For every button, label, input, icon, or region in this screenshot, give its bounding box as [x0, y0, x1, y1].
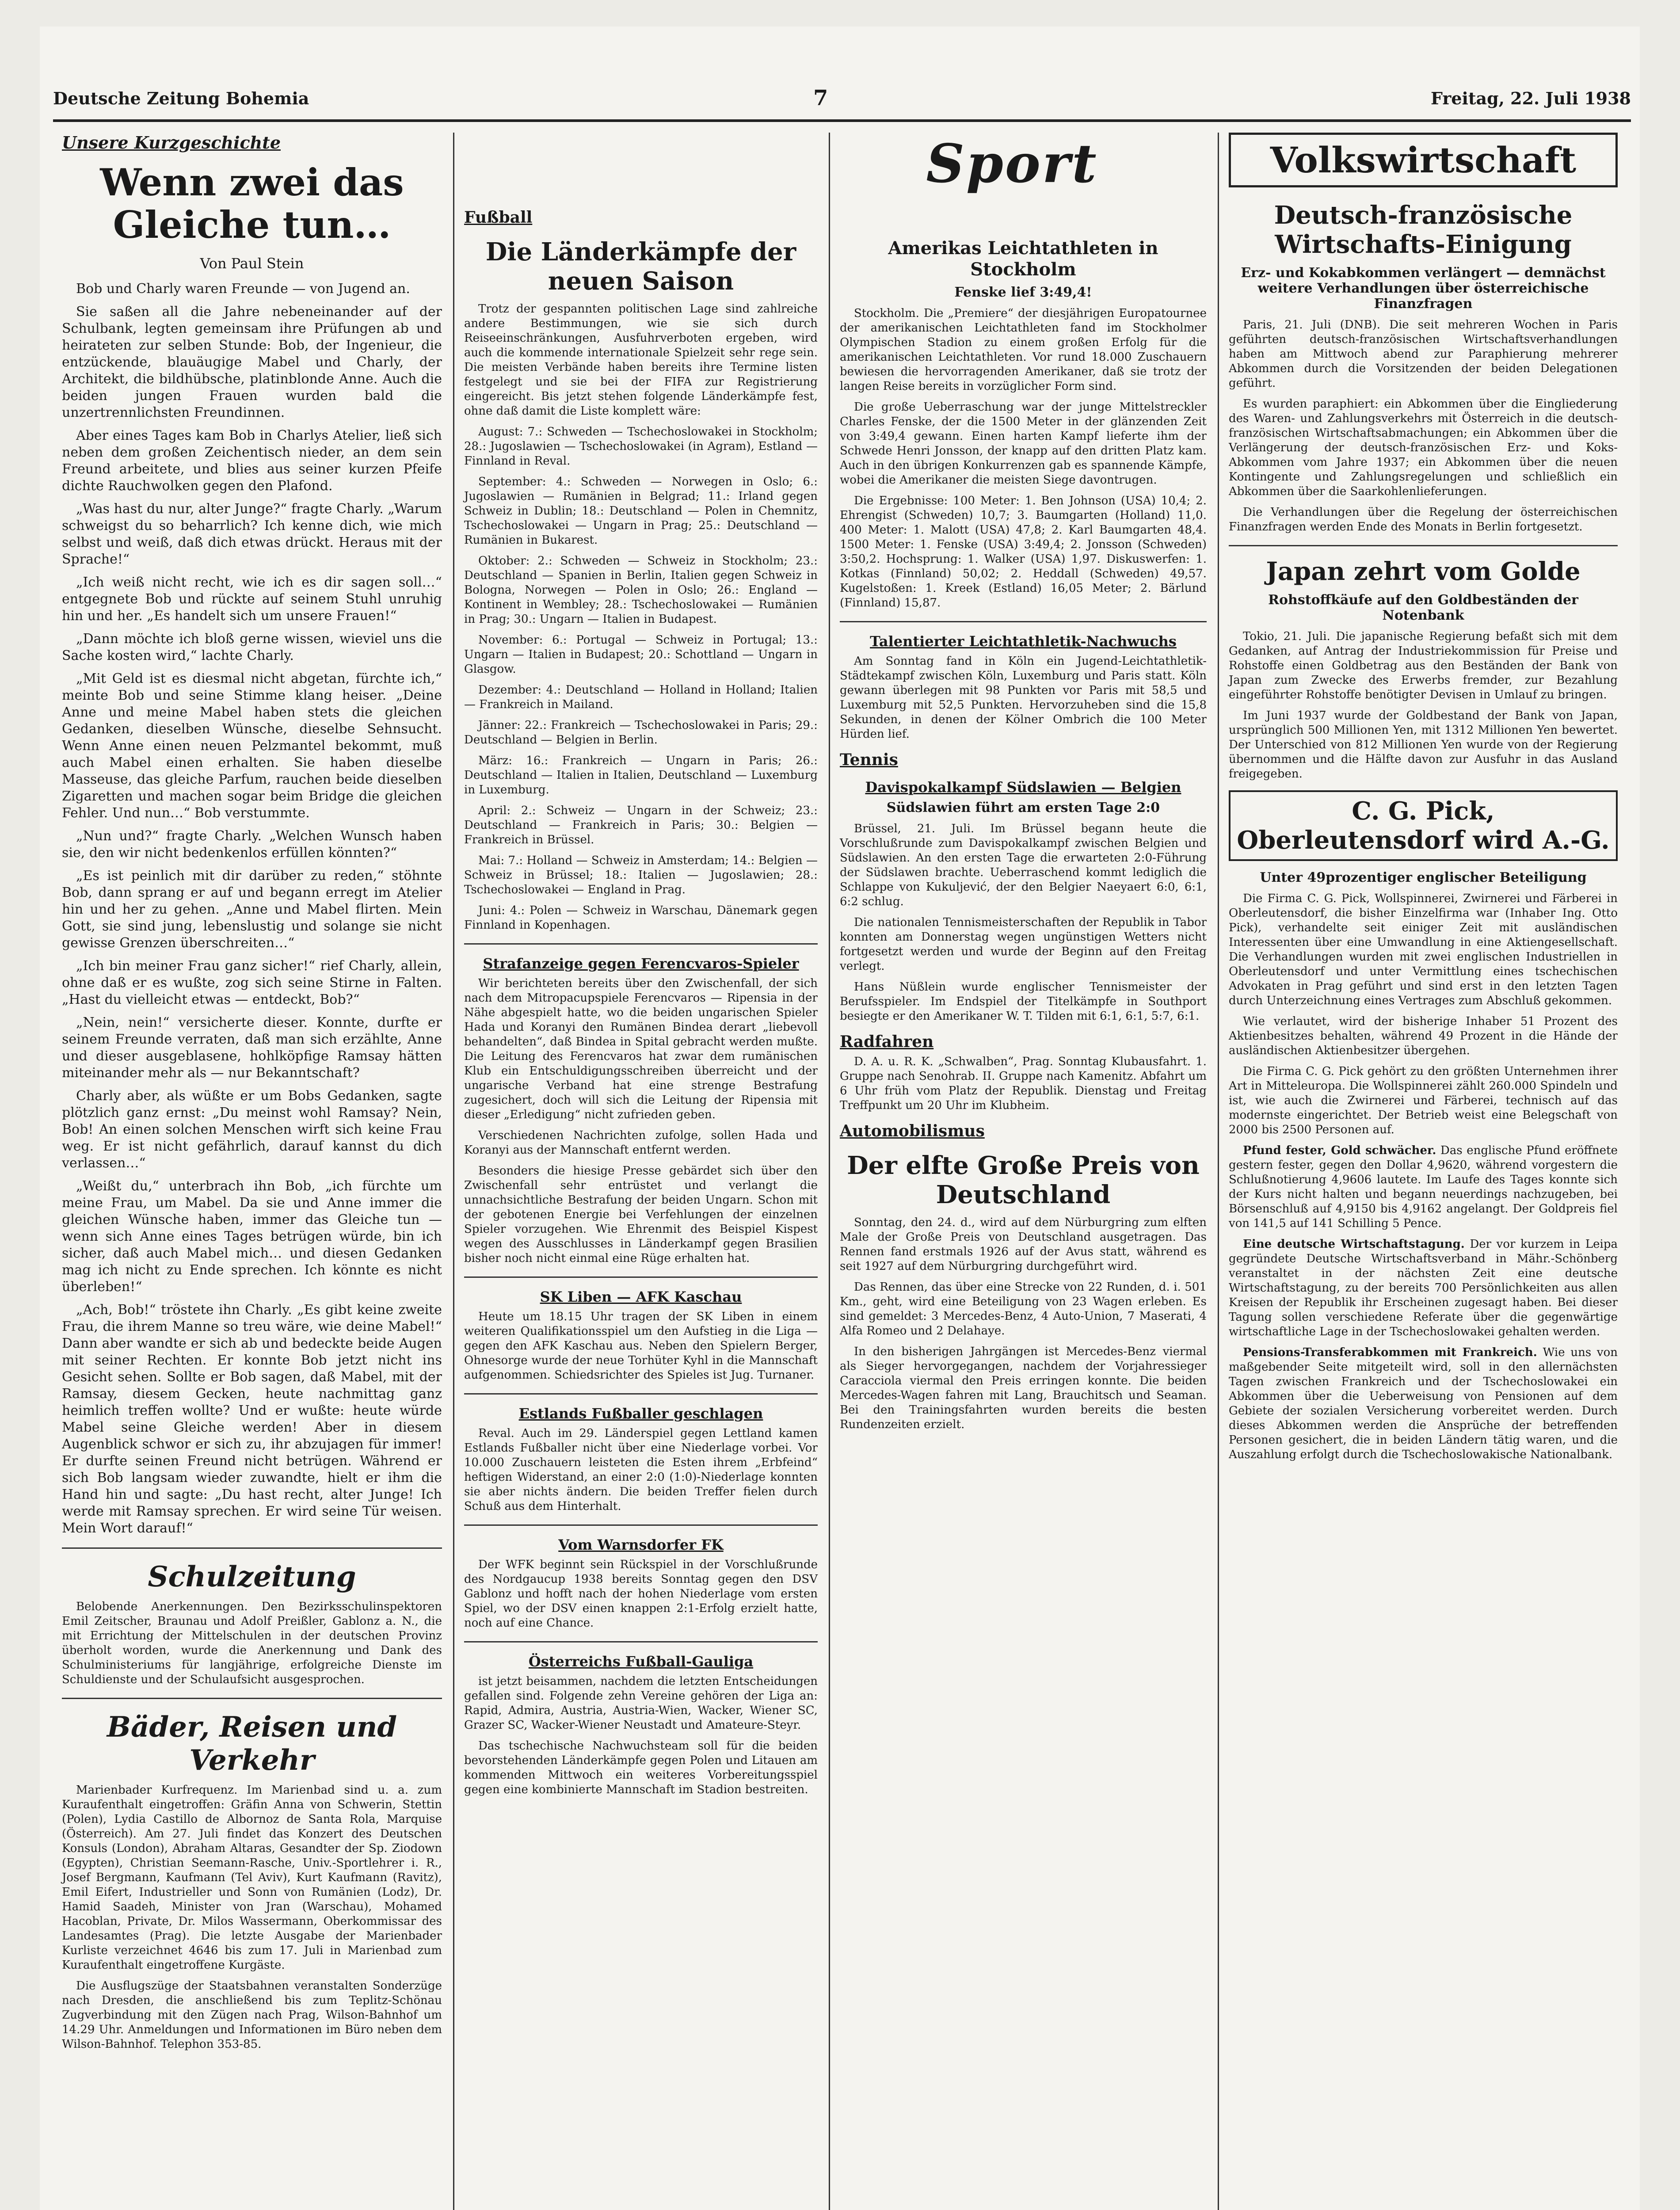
football-paragraph: November: 6.: Portugal — Schweiz in Portugal; 13.: Ungarn — Italien in Budapest; 20.: Schottland — Ungarn in Glasgow. — [464, 633, 818, 676]
column-economy — [1229, 128, 1618, 2210]
athletics-headline: Amerikas Leichtathleten in Stockholm — [888, 238, 1158, 280]
conference-title: Eine deutsche Wirtschaftstagung. — [1243, 1238, 1465, 1251]
football-paragraph: Jänner: 22.: Frankreich — Tschechoslowakei in Paris; 29.: Deutschland — Belgien in Berlin. — [464, 719, 818, 747]
conference-text: Der vor kurzem in Leipa gegründete Deutsche Wirtschaftsverband in Mähr.-Schönberg veranstaltet in der nächsten Zeit eine deutsche Wirtschaftstagung, zu der bereits 700 Persönlichkeiten aus allen Kreisen der Republik ihr Erscheinen zugesagt haben. Bei dieser Tagung sollen verschiedene Referate über die gegenwärtige wirtschaftliche Lage in der Tschechoslowakei gehalten werden. — [1229, 1238, 1618, 1338]
economy-paragraph: Es wurden paraphiert: ein Abkommen über die Eingliederung des Waren- und Zahlungsverkehrs mit Österreich in die deutsch-französischen Wirtschaftsabmachungen; ein Abkommen über die Verlängerung der deutsch-französischen Erz- und Koks-Abkommen vom Jahre 1937; ein Abkommen über die neuen Kontingente und Zahlungsregelungen und schließlich ein Abkommen über die Saarkohlenlieferungen. — [1229, 397, 1618, 498]
football-paragraph: Oktober: 2.: Schweden — Schweiz in Stockholm; 23.: Deutschland — Spanien in Berlin, Italien gegen Schweiz in Bologna, Norwegen — Polen in Oslo; 26.: England — Kontinent in Wembley; 28.: Tschechoslowakei — Rumänien in Prag; 30.: Ungarn — Italien in Budapest. — [464, 554, 818, 626]
economy-paragraph: Paris, 21. Juli (DNB). Die seit mehreren Wochen in Paris geführten deutsch-französischen Wirtschaftsverhandlungen haben am Mittwoch abend zur Paraphierung mehrerer Abkommen durch die Vorsitzenden der beiden Delegationen geführt. — [1229, 318, 1618, 390]
tennis-headline: Davispokalkampf Südslawien — Belgien — [865, 779, 1181, 796]
baths-headline: Bäder, Reisen und Verkehr — [107, 1711, 397, 1777]
football-paragraph: Juni: 4.: Polen — Schweiz in Warschau, Dänemark gegen Finnland in Kopenhagen. — [464, 904, 818, 932]
sk-liben-paragraph: Heute um 18.15 Uhr tragen der SK Liben in einem weiteren Qualifikationsspiel um den Aufstieg in die Liga — gegen den AFK Kaschau aus. Neben den Spielern Berger, Ohnesorge wurde der neue Torhüter Kyhl in die Mannschaft aufgenommen. Schiedsrichter des Spieles ist Jug. Turnaner. — [464, 1310, 818, 1382]
football-paragraph: Mai: 7.: Holland — Schweiz in Amsterdam; 14.: Belgien — Schweiz in Brüssel; 18.: Italien — Jugoslawien; 28.: Tschechoslowakei — England in Prag. — [464, 854, 818, 896]
estonia-headline: Estlands Fußballer geschlagen — [518, 1405, 763, 1422]
story-paragraph: Sie saßen all die Jahre nebeneinander auf der Schulbank, legten gemeinsam ihre Prüfungen ab und heirateten zur selben Stunde: Bob, der Ingenieur, die entzückende, blauäugige Mabel und Charly, der Architekt, die bildhübsche, platinblonde Anne. Auch die beiden jungen Frauen wurden bald die unzertrennlichsten Freundinnen. — [62, 304, 442, 420]
ferencvaros-paragraph: Wir berichteten bereits über den Zwischenfall, der sich nach dem Mitropacupspiele Ferencvaros — Ripensia in der Nähe abgespielt hatte, wo die beiden ungarischen Spieler Hada und Koranyi den Rumänen Bindea derart „liebevoll behandelten“, daß Bindea in Spital gebracht werden mußte. Die Leitung des Ferencvaros hat zwar dem rumänischen Klub ein Entschuldigungsschreiben überreicht und der ungarische Verband hat eine strenge Bestrafung zugesichert, doch will sich die Leitung der Ripensia mit dieser „Erledigung“ nicht zufrieden geben. — [464, 977, 818, 1121]
section-divider — [464, 1524, 818, 1526]
football-paragraph: März: 16.: Frankreich — Ungarn in Paris; 26.: Deutschland — Italien in Italien, Deutschland — Luxemburg in Luxemburg. — [464, 754, 818, 796]
pound-title: Pfund fester, Gold schwächer. — [1243, 1144, 1436, 1157]
conference-paragraph — [1229, 1237, 1618, 1339]
section-divider — [464, 1393, 818, 1395]
section-divider — [1229, 545, 1618, 546]
football-label: Fußball — [464, 208, 533, 227]
japan-paragraph: Im Juni 1937 wurde der Goldbestand der Bank von Japan, ursprünglich 500 Millionen Yen, mit 1312 Millionen Yen bewertet. Der Unterschied von 812 Millionen Yen wurde von der Regierung übernommen und die Hälfte davon zur Ausfuhr in das Ausland freigegeben. — [1229, 709, 1618, 781]
economy-subhead: Erz- und Kokabkommen verlängert — demnächst weitere Verhandlungen über österreichische Finanzfragen — [1241, 265, 1606, 312]
football-paragraph: Trotz der gespannten politischen Lage sind zahlreiche andere Bestimmungen, wie sie sich durch Reiseeinschränkungen, Ausfuhrverboten ergeben, wird auch die kommende internationale Spielzeit sehr rege sein. Die meisten Verbände haben bereits ihre Termine listen festgelegt und sie bei der FIFA zur Registrierung eingereicht. Bis jetzt stehen folgende Länderkämpfe fest, ohne daß damit die Liste komplett wäre: — [464, 302, 818, 418]
pick-paragraph: Wie verlautet, wird der bisherige Inhaber 51 Prozent des Aktienbesitzes behalten, während 49 Prozent in die Hände der ausländischen Aktienbesitzer übergehen. — [1229, 1015, 1618, 1057]
pick-headline-box — [1229, 790, 1618, 861]
ferencvaros-paragraph: Besonders die hiesige Presse gebärdet sich über den Zwischenfall sehr entrüstet und verlangt die unnachsichtliche Bestrafung der beiden Ungarn. Schon mit der gebotenen Energie bei Verfehlungen der einzelnen Spieler vorzugehen. Wie Ehrenmit des Beispiel Kispest wegen des Ausschlusses in Länderkampf gegen Brasilien bisher noch nicht einmal eine Rüge erhalten hat. — [464, 1164, 818, 1265]
story-paragraph: „Ich bin meiner Frau ganz sicher!“ rief Charly, allein, ohne daß er es wußte, zog sich seine Stirne in Falten. „Hast du vielleicht etwas — entdeckt, Bob?“ — [62, 958, 442, 1007]
story-paragraph: „Weißt du,“ unterbrach ihn Bob, „ich fürchte um meine Frau, um Mabel. Da sie und Anne immer die gleichen Wünsche haben, immer das Gleiche tun — wenn sich Anne eines Tages betrügen würde, bin ich sicher, daß auch Mabel mich… und diesen Gedanken mag ich nicht zu Ende sprechen. Ich könnte es nicht überleben!“ — [62, 1178, 442, 1295]
column-sport-athletics — [840, 230, 1207, 2210]
cycling-paragraph: D. A. u. R. K. „Schwalben“, Prag. Sonntag Klubausfahrt. 1. Gruppe nach Senohrab. II. Gruppe nach Kamenitz. Abfahrt um 6 Uhr früh vom Platz der Republik. Dienstag und Freitag Treffpunkt um 20 Uhr im Klubheim. — [840, 1055, 1207, 1112]
pick-subhead: Unter 49prozentiger englischer Beteiligung — [1260, 870, 1587, 885]
japan-subhead: Rohstoffkäufe auf den Goldbeständen der Notenbank — [1268, 592, 1578, 623]
pound-paragraph — [1229, 1143, 1618, 1231]
pound-text: Das englische Pfund eröffnete gestern fester, gegen den Dollar 4,9620, während vorgestern die Schlußnotierung 4,9606 lautete. Im Laufe des Tages konnte sich der Kurs nicht halten und begann neuerdings nachzugeben, bei Börsenschluß auf 4,9150 bis 4,9162 angelangt. Der Goldpreis fiel von 141,5 auf 141 Schilling 5 Pence. — [1229, 1144, 1618, 1230]
story-paragraph: „Nein, nein!“ versicherte dieser. Konnte, durfte er seinem Freunde verraten, daß man sich erzählte, Anne und dieser ausgeblasene, hohlköpfige Ramsay hätten miteinander mehr als — nur Bekanntschaft? — [62, 1015, 442, 1081]
japan-paragraph: Tokio, 21. Juli. Die japanische Regierung befaßt sich mit dem Gedanken, auf Antrag der Industriekommission für Preise und Rohstoffe einen Goldbetrag aus den Beständen der Bank von Japan zum Zwecke des Erwerbs fremder, zur Bezahlung eingeführter Rohstoffe benötigter Devisen in Umlauf zu bringen. — [1229, 630, 1618, 701]
sport-section-title: Sport — [926, 133, 1098, 195]
story-paragraph: „Ich weiß nicht recht, wie ich es dir sagen soll…“ entgegnete Bob und rückte auf seinem Stuhl unruhig hin und her. „Es handelt sich um unsere Frauen!“ — [62, 575, 442, 624]
pension-title: Pensions-Transferabkommen mit Frankreich. — [1243, 1346, 1537, 1359]
football-paragraph: August: 7.: Schweden — Tschechoslowakei in Stockholm; 28.: Jugoslawien — Tschechoslowakei (in Agram), Estland — Finnland in Reval. — [464, 425, 818, 468]
athletics-paragraph: Die Ergebnisse: 100 Meter: 1. Ben Johnson (USA) 10,4; 2. Ehrengist (Schweden) 10,7; 3. Baumgarten (Holland) 11,0. 400 Meter: 1. Malott (USA) 47,8; 2. Karl Baumgarten 48,4. 1500 Meter: 1. Fenske (USA) 3:49,4; 2. Jonsson (Schweden) 3:50,2. Hochsprung: 1. Walker (USA) 1,97. Diskuswerfen: 1. Kotkas (Finnland) 50,02; 2. Heddall (Schweden) 49,57. Kugelstoßen: 1. Kreek (Estland) 16,05 Meter; 2. Bärlund (Finnland) 15,87. — [840, 494, 1207, 610]
junior-paragraph: Am Sonntag fand in Köln ein Jugend-Leichtathletik-Städtekampf zwischen Köln, Luxemburg und Paris statt. Köln gewann überlegen mit 98 Punkten vor Paris mit 58,5 und Luxemburg mit 52,5 Punkten. Hervorzuheben sind die 15,8 Sekunden, in denen der Kölner Ombrich die 100 Meter Hürden lief. — [840, 655, 1207, 741]
tennis-subhead: Südslawien führt am ersten Tage 2:0 — [886, 800, 1160, 815]
page-number: 7 — [813, 86, 828, 110]
section-divider — [464, 943, 818, 945]
football-paragraph: April: 2.: Schweiz — Ungarn in der Schweiz; 23.: Deutschland — Frankreich in Paris; 30.: Belgien — Frankreich in Brüssel. — [464, 804, 818, 846]
story-kicker: Unsere Kurzgeschichte — [62, 133, 281, 152]
athletics-paragraph: Stockholm. Die „Premiere“ der diesjährigen Europatournee der amerikanischen Leichtathleten fand im Stockholmer Olympischen Stadion zu einem großen Erfolg für die amerikanischen Leichtathleten. Vor rund 18.000 Zuschauern bewiesen die hervorragenden Amerikaner, daß sie trotz der langen Reise bereits in vorzüglicher Form sind. — [840, 307, 1207, 393]
sk-liben-headline: SK Liben — AFK Kaschau — [540, 1288, 742, 1305]
school-paragraph: Belobende Anerkennungen. Den Bezirksschulinspektoren Emil Zeitscher, Braunau und Adolf Preißler, Gablonz a. N., die mit Errichtung der Mittelschulen in der deutschen Provinz überholt worden, wurde die Anerkennung und Dank des Schulministeriums für langjährige, erfolgreiche Dienste im Schuldienste und der Schulaufsicht ausgesprochen. — [62, 1600, 442, 1686]
column-rule — [1218, 133, 1219, 2210]
story-byline: Von Paul Stein — [200, 255, 304, 272]
junior-headline: Talentierter Leichtathletik-Nachwuchs — [870, 633, 1177, 650]
pension-text: Wie uns von maßgebender Seite mitgeteilt wird, soll in den allernächsten Tagen zwischen Frankreich und der Tschechoslowakei ein Abkommen über die Ueberweisung von Pensionen auf dem Gebiete der sozialen Versicherung vorbereitet werden. Durch dieses Abkommen werden die Ansprüche der betreffenden Personen gesichert, die in beiden Ländern tätig waren, und die Auszahlung erfolgt durch die Tschechoslowakische Nationalbank. — [1229, 1346, 1618, 1461]
czech-note-paragraph: Das tschechische Nachwuchsteam soll für die beiden bevorstehenden Länderkämpfe gegen Polen und Litauen am kommenden Mittwoch ein weiteres Vorbereitungsspiel gegen eine kombinierte Mannschaft im Stadion bestreiten. — [464, 1739, 818, 1796]
story-paragraph: „Nun und?“ fragte Charly. „Welchen Wunsch haben sie, den wir nicht bedenkenlos erfüllen könnten?“ — [62, 828, 442, 861]
football-paragraph: September: 4.: Schweden — Norwegen in Oslo; 6.: Jugoslawien — Rumänien in Belgrad; 11.: Irland gegen Schweiz in Dublin; 18.: Deutschland — Polen in Chemnitz, Tschechoslowakei — Ungarn in Prag; 25.: Deutschland — Rumänien in Bukarest. — [464, 475, 818, 547]
pick-paragraph: Die Firma C. G. Pick gehört zu den größten Unternehmen ihrer Art in Mitteleuropa. Die Wollspinnerei zählt 260.000 Spindeln und ist, wie auch die Zwirnerei und Färberei, technisch auf das modernste eingerichtet. Der Betrieb weist eine Belegschaft von 2000 bis 2500 Personen auf. — [1229, 1065, 1618, 1136]
austria-headline: Österreichs Fußball-Gauliga — [528, 1653, 754, 1670]
economy-headline: Deutsch-französische Wirtschafts-Einigung — [1274, 201, 1573, 259]
japan-headline: Japan zehrt vom Golde — [1266, 557, 1581, 586]
football-headline: Die Länderkämpfe der neuen Saison — [485, 237, 796, 296]
story-paragraph: „Mit Geld ist es diesmal nicht abgetan, fürchte ich,“ meinte Bob und seine Stimme klang heiser. „Deine Anne und meine Mabel haben stets die gleichen Gedanken, dieselben Wünsche, dieselbe Sehnsucht. Wenn Anne einen neuen Pelzmantel bekommt, muß auch Mabel einen erhalten. Sie haben dieselbe Masseuse, das gleiche Parfum, rauchen beide dieselben Zigaretten und machen sogar beim Bridge die gleichen Fehler. Und nun…“ Bob verstummte. — [62, 671, 442, 821]
auto-paragraph: In den bisherigen Jahrgängen ist Mercedes-Benz viermal als Sieger hervorgegangen, nachdem der Vorjahressieger Caracciola viermal den Preis erringen konnte. Die beiden Mercedes-Wagen fahren mit Lang, Brauchitsch und Seaman. Bei den Trainingsfahrten wurden bereits die besten Rundenzeiten erzielt. — [840, 1345, 1207, 1431]
auto-paragraph: Sonntag, den 24. d., wird auf dem Nürburgring zum elften Male der Große Preis von Deutschland ausgetragen. Das Rennen fand erstmals 1926 auf der Avus statt, während es seit 1927 auf dem Nürburgring durchgeführt wird. — [840, 1216, 1207, 1273]
warnsdorf-paragraph: Der WFK beginnt sein Rückspiel in der Vorschlußrunde des Nordgaucup 1938 bereits Sonntag gegen den DSV Gablonz und hofft nach der hohen Niederlage vom ersten Spiel, wo der DSV einen knappen 2:1-Erfolg erzielt hatte, noch auf eine Chance. — [464, 1558, 818, 1630]
pension-paragraph — [1229, 1345, 1618, 1462]
economy-paragraph: Die Verhandlungen über die Regelung der österreichischen Finanzfragen werden Ende des Monats in Berlin fortgesetzt. — [1229, 506, 1618, 533]
story-paragraph: „Ach, Bob!“ tröstete ihn Charly. „Es gibt keine zweite Frau, die ihrem Manne so treu wäre, wie deine Mabel!“ Dann aber wandte er sich ab und bedeckte beide Augen mit seiner Rechten. Er konnte Bob jetzt nicht ins Gesicht sehen. Sollte er Bob sagen, daß Mabel, mit der Ramsay, diesem Gecken, heute nachmittag ganz heimlich treffen wollte? Und er wußte: heute würde Mabel seine Gleiche werden! Aber in diesem Augenblick schwor er sich zu, ihr abzujagen für immer! Er durfte seinen Freund nicht betrügen. Während er sich Bob langsam wieder zuwandte, hielt er ihm die Hand hin und sagte: „Du hast recht, alter Junge! Ich werde mit Ramsay sprechen. Er wird seine Tür weisen. Mein Wort darauf!“ — [62, 1302, 442, 1536]
cycling-label: Radfahren — [840, 1033, 934, 1051]
story-paragraph: Aber eines Tages kam Bob in Charlys Atelier, ließ sich neben dem großen Zeichentisch nieder, an dem sein Freund arbeitete, und blies aus seiner kurzen Pfeife dichte Rauchwolken gegen den Plafond. — [62, 428, 442, 494]
athletics-subhead: Fenske lief 3:49,4! — [954, 285, 1092, 300]
auto-paragraph: Das Rennen, das über eine Strecke von 22 Runden, d. i. 501 Km., geht, wird eine Beteiligung von 23 Wagen erleben. Es sind gemeldet: 3 Mercedes-Benz, 4 Auto-Union, 7 Maserati, 4 Alfa Romeo und 2 Delahaye. — [840, 1280, 1207, 1337]
football-paragraph: Dezember: 4.: Deutschland — Holland in Holland; Italien — Frankreich in Mailand. — [464, 683, 818, 711]
section-divider — [464, 1641, 818, 1642]
economy-section-title: Volkswirtschaft — [1229, 133, 1618, 187]
story-paragraph: „Dann möchte ich bloß gerne wissen, wieviel uns die Sache kosten wird,“ lachte Charly. — [62, 631, 442, 663]
tennis-paragraph: Hans Nüßlein wurde englischer Tennismeister der Berufsspieler. Im Endspiel der Titelkämpfe in Southport besiegte er den Amerikaner W. T. Tilden mit 6:1, 6:1, 5:7, 6:1. — [840, 980, 1207, 1023]
pick-paragraph: Die Firma C. G. Pick, Wollspinnerei, Zwirnerei und Färberei in Oberleutensdorf, die bisher Einzelfirma war (Inhaber Ing. Otto Pick), verhandelte seit einiger Zeit mit ausländischen Interessenten über eine Umwandlung in eine Aktiengesellschaft. Die Verhandlungen wurden mit zwei englischen Industriellen in Oberleutensdorf und unter Vermittlung eines tschechischen Advokaten in Prag geführt und sind erst in den letzten Tagen durch Unterzeichnung eines Vertrages zum Abschluß gekommen. — [1229, 892, 1618, 1007]
baths-paragraph: Die Ausflugszüge der Staatsbahnen veranstalten Sonderzüge nach Dresden, die anschließend bis zum Teplitz-Schönau Zugverbindung mit den Zügen nach Prag, Wilson-Bahnhof um 14.29 Uhr. Anmeldungen und Informationen im Büro neben dem Wilson-Bahnhof. Telephon 353-85. — [62, 1979, 442, 2051]
warnsdorf-headline: Vom Warnsdorfer FK — [558, 1536, 724, 1553]
tennis-paragraph: Die nationalen Tennismeisterschaften der Republik in Tabor konnten am Donnerstag wegen ungünstigen Wetters nicht fortgesetzt werden und wurde der Beginn auf den Freitag verlegt. — [840, 916, 1207, 973]
section-divider — [62, 1698, 442, 1699]
column-short-story — [62, 128, 442, 2210]
pick-headline: C. G. Pick, Oberleutensdorf wird A.-G. — [1237, 796, 1610, 855]
story-paragraph: „Was hast du nur, alter Junge?“ fragte Charly. „Warum schweigst du so beharrlich? Ich kenne dich, wie mich selbst und weiß, daß dich etwas drückt. Heraus mit der Sprache!“ — [62, 501, 442, 567]
section-divider — [62, 1547, 442, 1549]
school-headline: Schulzeitung — [148, 1560, 356, 1593]
masthead-small: Deutsche Zeitung Bohemia — [53, 88, 309, 108]
issue-date: Freitag, 22. Juli 1938 — [1431, 88, 1631, 108]
austria-paragraph: ist jetzt beisammen, nachdem die letzten Entscheidungen gefallen sind. Folgende zehn Vereine gehören der Liga an: Rapid, Admira, Austria, Austria-Wien, Wacker, Wiener SC, Grazer SC, Wacker-Wiener Neustadt und Amateure-Steyr. — [464, 1675, 818, 1732]
column-rule — [453, 133, 454, 2210]
story-paragraph: „Es ist peinlich mit dir darüber zu reden,“ stöhnte Bob, dann sprang er auf und begann erregt im Atelier hin und her zu gehen. „Anne und Mabel flirten. Mein Gott, sie sind jung, lebenslustig und solange sie nicht gewisse Grenzen überschreiten…“ — [62, 868, 442, 951]
story-paragraph: Bob und Charly waren Freunde — von Jugend an. — [76, 281, 410, 297]
tennis-paragraph: Brüssel, 21. Juli. Im Brüssel begann heute die Vorschlußrunde zum Davispokalkampf zwischen Belgien und Südslawien. An den ersten Tage die erwarteten 2:0-Führung der Südslawen brachte. Ueberraschend kommt lediglich die Schlappe von Kukuljević, der den Belgier Naeyaert 6:0, 6:1, 6:2 schlug. — [840, 822, 1207, 908]
section-divider — [464, 1276, 818, 1278]
story-paragraph: Charly aber, als wüßte er um Bobs Gedanken, sagte plötzlich ganz ernst: „Du meinst wohl Ramsay? Nein, Bob! An einen solchen Menschen wirft sich keine Frau weg. Er ist nicht gefährlich, darauf kannst du dich verlassen…“ — [62, 1088, 442, 1171]
column-rule — [829, 133, 830, 2210]
estonia-paragraph: Reval. Auch im 29. Länderspiel gegen Lettland kamen Estlands Fußballer nicht über eine Niederlage vorbei. Vor 10.000 Zuschauern leisteten die Esten ihrem „Erbfeind“ heftigen Widerstand, an einer 2:0 (1:0)-Niederlage konnten sie aber nichts ändern. Die beiden Treffer fielen durch Schuß aus dem Hinterhalt. — [464, 1427, 818, 1513]
section-divider — [840, 621, 1207, 622]
baths-paragraph: Marienbader Kurfrequenz. Im Marienbad sind u. a. zum Kuraufenthalt eingetroffen: Gräfin Anna von Schwerin, Stettin (Polen), Lydia Castillo de Albornoz de Santa Rola, Marquise (Österreich). Am 27. Juli findet das Konzert des Deutschen Konsuls (London), Abraham Altaras, Gesandter der Sp. Ziodown (Egypten), Christian Seemann-Rasche, Univ.-Sportlehrer i. R., Josef Bergmann, Kaufmann (Tel Aviv), Kurt Kaufmann (Ravitz), Emil Eifert, Industrieller und Sonn von Rumänien (Lodz), Dr. Hamid Saadeh, Minister von Jran (Warschau), Mohamed Hacoblan, Private, Dr. Milos Wassermann, Oberkommissar des Landesamtes (Prag). Die letzte Ausgabe der Marienbader Kurliste verzeichnet 4646 bis zum 17. Juli in Marienbad zum Kuraufenthalt eingetroffene Kurgäste. — [62, 1783, 442, 1972]
running-header — [53, 88, 1631, 115]
tennis-label: Tennis — [840, 751, 898, 769]
auto-label: Automobilismus — [840, 1122, 985, 1140]
story-headline: Wenn zwei das Gleiche tun… — [100, 160, 404, 247]
ferencvaros-paragraph: Verschiedenen Nachrichten zufolge, sollen Hada und Koranyi aus der Mannschaft entfernt werden. — [464, 1129, 818, 1157]
header-rule — [53, 119, 1631, 122]
auto-headline: Der elfte Große Preis von Deutschland — [847, 1151, 1200, 1209]
ferencvaros-headline: Strafanzeige gegen Ferencvaros-Spieler — [483, 955, 799, 972]
athletics-paragraph: Die große Ueberraschung war der junge Mittelstreckler Charles Fenske, der die 1500 Meter in der glänzenden Zeit von 3:49,4 gewann. Einen harten Kampf lieferte ihm der Schwede Henri Jonsson, der knapp auf den dritten Platz kam. Auch in den übrigen Konkurrenzen gab es spannende Kämpfe, wobei die Amerikaner die meisten Siege davontrugen. — [840, 400, 1207, 487]
